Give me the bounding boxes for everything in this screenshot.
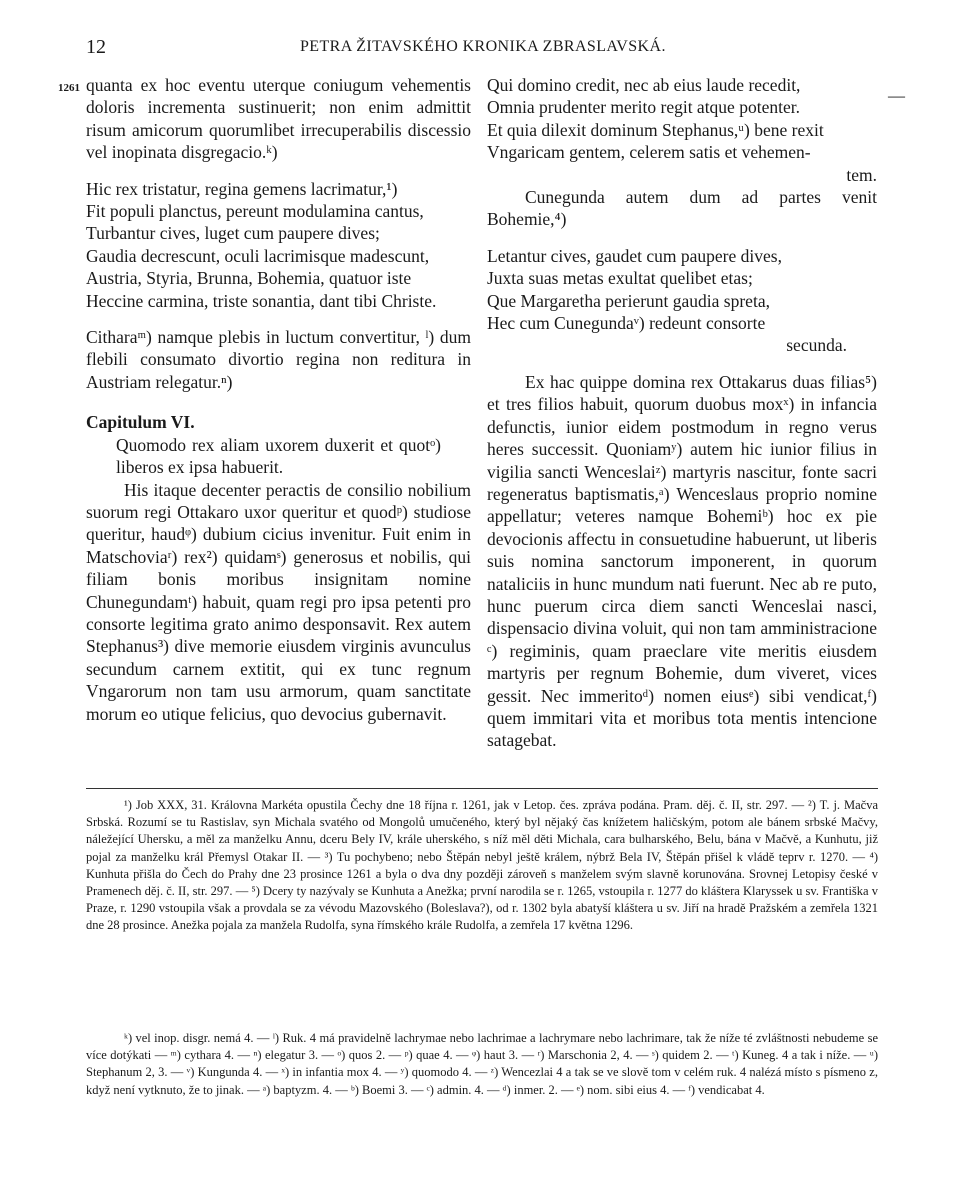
paragraph: quanta ex hoc eventu uterque coniugum vehementis doloris incrementa sustinuerit; non enim admittit risum amicorum quorumlibet irrecuperabilis discessio vel inopinata disgregacio.ᵏ) [86, 75, 471, 163]
footnotes-main [86, 797, 878, 935]
verse-line: Turbantur cives, luget cum paupere dives; [86, 223, 380, 244]
verse-line: Et quia dilexit dominum Stephanus,ᵘ) bene rexit [487, 119, 824, 140]
verse-block [86, 178, 471, 312]
chapter-subtitle: Quomodo rex aliam uxorem duxerit et quotᵒ) liberos ex ipsa habuerit. [116, 434, 441, 478]
verse-line: Hic rex tristatur, regina gemens lacrimatur,¹) [86, 178, 398, 199]
running-title: PETRA ŽITAVSKÉHO KRONIKA ZBRASLAVSKÁ. [300, 38, 666, 55]
verse-line: Letantur cives, gaudet cum paupere dives, [487, 245, 782, 266]
verse-block [487, 245, 877, 357]
verse-line: Juxta suas metas exultat quelibet etas; [487, 268, 753, 289]
footnotes-variants [86, 1030, 878, 1099]
verse-block [487, 74, 877, 186]
verse-line: Hec cum Cunegundaᵛ) redeunt consorte [487, 313, 766, 334]
footnote-text: ¹) Job XXX, 31. Královna Markéta opustila Čechy dne 18 října r. 1261, jak v Letop. čes. zpráva podána. Pram. děj. č. II, str. 297. — ²) T. j. Mačva Srbská. Rozumí se tu Rastislav, syn Michala svatého od Mongolů umučeného, který byl nějaký čas knížetem haličským, potom ale bánem srbské Mačvy, náležející Uhersku, a měl za manželku Annu, dceru Bely IV, krále uherského, s níž měl děti Michala, cara bulharského, Belu, bána v Mačvě, a Kunhutu, již pojal za manželku král Přemysl Otakar II. — ³) Tu pochybeno; nebo Štěpán nebyl ještě králem, nýbrž Bela IV, Štěpán přišel k vládě teprv r. 1270. — ⁴) Kunhuta přišla do Čech do Prahy dne 23 prosince 1261 a byla o dva dny později zároveň s manželem svým slavně korunována. Srovnej Letopisy české v Pramenech děj. č. II, str. 297. — ⁵) Dcery ty nazývaly se Kunhuta a Anežka; první narodila se r. 1265, vstoupila r. 1277 do kláštera Klaryssek u sv. Františka v Praze, r. 1290 vstoupila však a provdala se za vévodu Mazovského (Boleslava?), od r. 1302 byla abatyší kláštera u sv. Jiří na hradě Pražském a zemřela 1321 dne 28 prosince. Anežka pojala za manžela Rudolfa, syna římského krále Rudolfa, a zemřela 17 května 1296. [86, 798, 878, 933]
margin-year: 1261 [58, 82, 80, 94]
verse-line: Omnia prudenter merito regit atque potenter. [487, 97, 800, 118]
verse-line: Gaudia decrescunt, oculi lacrimisque madescunt, [86, 245, 430, 266]
verse-line: Que Margaretha perierunt gaudia spreta, [487, 290, 770, 311]
verse-line: Fit populi planctus, pereunt modulamina cantus, [86, 201, 424, 222]
paragraph: Cunegunda autem dum ad partes venit Bohemie,⁴) [487, 187, 877, 230]
paragraph: His itaque decenter peractis de consilio nobilium suorum regi Ottakaro uxor queritur et quodᵖ) studiose queritur, haudᵠ) dubium cicius invenitur. Fuit enim in Matschoviaʳ) rex²) quidamˢ) generosus et nobilis, qui filiam bonis moribus insignitam nomine Chunegundamᵗ) habuit, quam regi pro ipsa petenti pro consorte legitima grato animo desponsavit. Rex autem Stephanus³) dive memorie eiusdem virginis avunculus secundum carnem extitit, qui ex tunc regnum Vngarorum non tam usu armorum, quam sanctitate morum eo utique felicius, quo devocius gubernavit. [86, 479, 471, 724]
chapter-heading: Capitulum VI. [86, 412, 195, 433]
footnote-divider [86, 788, 878, 789]
verse-line: Qui domino credit, nec ab eius laude recedit, [487, 75, 801, 95]
page-number: 12 [86, 36, 106, 58]
footnote-text: ᵏ) vel inop. disgr. nemá 4. — ˡ) Ruk. 4 má pravidelně lachrymae nebo lachrimae a lachrymare nebo lachrimare, tak že níže té zvláštnosti nebudeme se více dotýkati — ᵐ) cythara 4. — ⁿ) elegatur 3. — ᵒ) quos 2. — ᵖ) quae 4. — ᵠ) haut 3. — ʳ) Marschonia 2, 4. — ˢ) quidem 2. — ᵗ) Kuneg. 4 a tak i níže. — ᵘ) Stephanum 2, 3. — ᵛ) Kungunda 4. — ˣ) in infantia mox 4. — ʸ) quomodo 4. — ᶻ) Wencezlai 4 a tak se ve slově tom v celém ruk. 4 nalézá místo s písmeno z, když není vytknuto, že to jinak. — ᵃ) baptyzm. 4. — ᵇ) Boemi 3. — ᶜ) admin. 4. — ᵈ) inmer. 2. — ᵉ) nom. sibi eius 4. — ᶠ) vendicabat 4. [86, 1031, 878, 1097]
left-column [86, 74, 471, 725]
verse-line: Heccine carmina, triste sonantia, dant tibi Christe. [86, 290, 437, 311]
paragraph: Citharaᵐ) namque plebis in luctum convertitur, ˡ) dum flebili consumato divortio regina non reditura in Austriam relegatur.ⁿ) [86, 327, 471, 392]
right-column [487, 74, 877, 752]
verse-continuation: secunda. [786, 335, 847, 356]
right-margin-mark: — [888, 86, 905, 105]
verse-continuation: tem. [846, 164, 877, 185]
paragraph: Ex hac quippe domina rex Ottakarus duas filias⁵) et tres filios habuit, quorum duobus moxˣ) in infancia defunctis, iunior eidem postmodum in regno verus heres successit. Quoniamʸ) autem hic iunior filius in vigilia sancti Wenceslaiᶻ) martyris nascitur, fonte sacri regeneratus baptismatis,ᵃ) Wenceslaus proprio nomine appellatur; veteres namque Bohemiᵇ) hoc ex pie devocionis affectu in consuetudine habuerunt, ut liberis suis nomina sanctorum imponerent, in quorum nataliciis in hunc mundum nati fuerunt. Nec ab re puto, hunc puerum circa diem sancti Wenceslai nasci, dispensacio divina voluit, qui non tam amministracione ᶜ) regiminis, quam praeclare vite meritis eiusdem martyris per regnum Bohemie, dum viveret, vices gessit. Nec immeritoᵈ) nomen eiusᵉ) sibi vendicat,ᶠ) quem immitari vita et moribus tota mentis intencione satagebat. [487, 371, 877, 751]
verse-line: Vngaricam gentem, celerem satis et vehemen- [487, 142, 811, 163]
verse-line: Austria, Styria, Brunna, Bohemia, quatuor iste [86, 268, 412, 289]
